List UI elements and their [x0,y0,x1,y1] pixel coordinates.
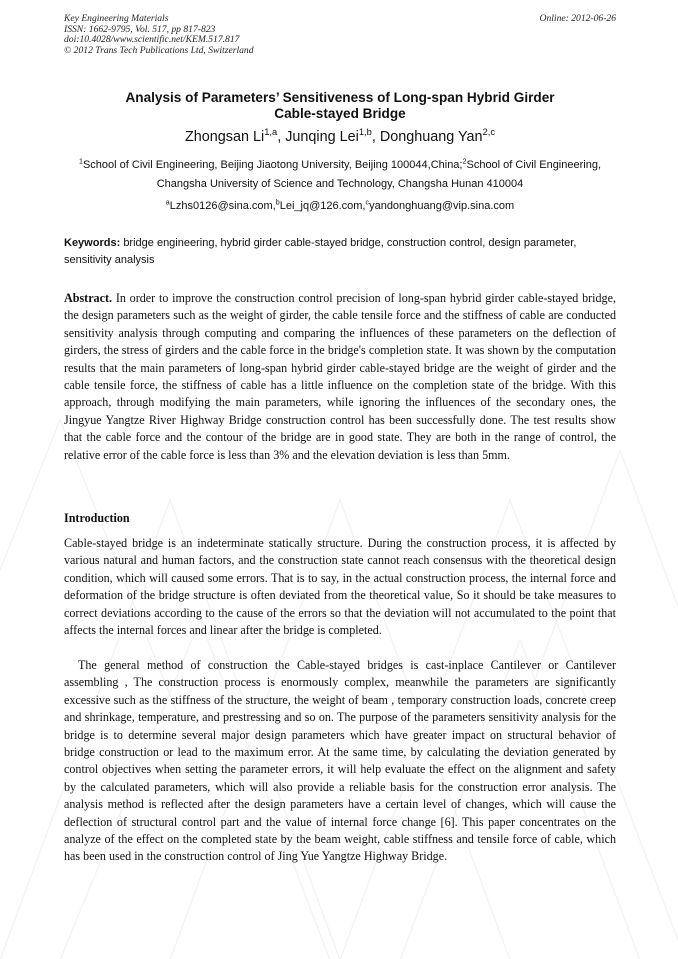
abstract-label: Abstract. [64,291,113,305]
title-line-1: Analysis of Parameters’ Sensitiveness of Long-span Hybrid Girder [125,90,555,105]
doi-line: doi:10.4028/www.scientific.net/KEM.517.817 [64,34,240,46]
author-name: Junqing Lei [285,129,359,145]
email-address: Lzhs0126@sina.com, [169,200,276,212]
author-separator: , [277,129,286,145]
author-affiliation-marker: 2,c [482,127,495,138]
author-name: Donghuang Yan [379,129,483,145]
introduction-paragraph-1: Cable-stayed bridge is an indeterminate statically structure. During the construction process, it is affected by various natural and human factors, and the construction state cannot reach consensus with the theoretical design condition, which will caused some errors. That is to say, in the actual construction process, the internal force and deformation of the bridge structure is often deviated from the theoretical value, So it should be take measures to correct deviations according to the cause of the errors so that the deviation will not accumulated to the point that affects the internal forces and linear after the bridge is completed. [64,536,616,638]
keywords-block [64,235,616,269]
keywords-label: Keywords: [64,237,121,249]
affiliation-1: School of Civil Engineering, Beijing Jiaotong University, Beijing 100044,China; [82,159,463,171]
journal-name: Key Engineering Materials [64,13,169,24]
keywords-text: bridge engineering, hybrid girder cable-stayed bridge, construction control, design parameter, sensitivity analysis [64,237,577,266]
title-line-2: Cable-stayed Bridge [274,106,406,121]
abstract-text: In order to improve the construction control precision of long-span hybrid girder cable-stayed bridge, the design parameters such as the weight of girder, the cable tensile force and the stiffness of cable are conducted sensitivity analysis through computing and comparing the influences of these parameters on the deflection of girders, the stress of girders and the cable force in the bridge's completion state. It was shown by the computation results that the main parameters of long-span hybrid girder cable-stayed bridge are the weight of girder and the cable tensile force, the stiffness of cable has a little influence on the completion state of the bridge. With this approach, through modifying the main parameters, while ignoring the influences of the secondary ones, the Jingyue Yangtze River Highway Bridge construction control has been successfully done. The test results show that the cable force and the contour of the bridge are in good state. They are both in the range of control, the relative error of the cable force is less than 3% and the elevation deviation is less than 5mm. [64,291,616,462]
abstract-block [64,290,616,464]
copyright-line: © 2012 Trans Tech Publications Ltd, Switzerland [64,44,254,56]
affiliation-2: School of Civil Engineering, Changsha University of Science and Technology, Changsha Hunan 410004 [156,159,602,190]
author-list [64,128,616,146]
author-affiliation-marker: 1,a [264,127,278,138]
affiliation-marker: 2 [462,157,467,166]
email-address: yandonghuang@vip.sina.com [369,200,515,212]
author-name: Zhongsan Li [184,129,265,145]
email-marker: c [365,198,370,207]
introduction-paragraph-2: The general method of construction the Cable-stayed bridges is cast-inplace Cantilever or Cantilever assembling , The construction process is enormously complex, meanwhile the parameters are significantly excessive such as the stiffness of the structure, the weight of beam , temporary construction loads, concrete creep and shrinkage, temperature, and prestressing and so on. The purpose of the parameters sensitivity analysis for the bridge is to determine several major design parameters which have greater impact on structural behavior of bridge construction or lead to the maximum error. At the same time, by calculating the deviation generated by control objectives when setting the parameter errors, it will help evaluate the effect on the alignment and safety by the calculated parameters, which will also provide a reliable basis for the construction error analysis. The analysis method is reflected after the design parameters have a certain level of changes, which will cause the deflection of structural control part and the value of internal force change [6]. This paper concentrates on the analyze of the effect on the completed state by the beam weight, cable stiffness and tensile force of cable, which has been used in the construction control of Jing Yue Yangtze Highway Bridge. [64,658,616,864]
issn-line: ISSN: 1662-9795, Vol. 517, pp 817-823 [64,23,216,35]
author-separator: , [371,129,380,145]
affiliation-marker: 1 [78,157,83,166]
journal-header [64,14,616,56]
email-list [64,198,616,214]
paper-title [64,90,616,122]
email-address: Lei_jq@126.com, [279,200,366,212]
email-marker: a [165,198,170,207]
author-affiliation-marker: 1,b [358,127,372,138]
email-marker: b [275,198,280,207]
section-heading-introduction: Introduction [64,511,130,525]
online-date: Online: 2012-06-26 [539,13,616,24]
affiliations [64,156,616,194]
